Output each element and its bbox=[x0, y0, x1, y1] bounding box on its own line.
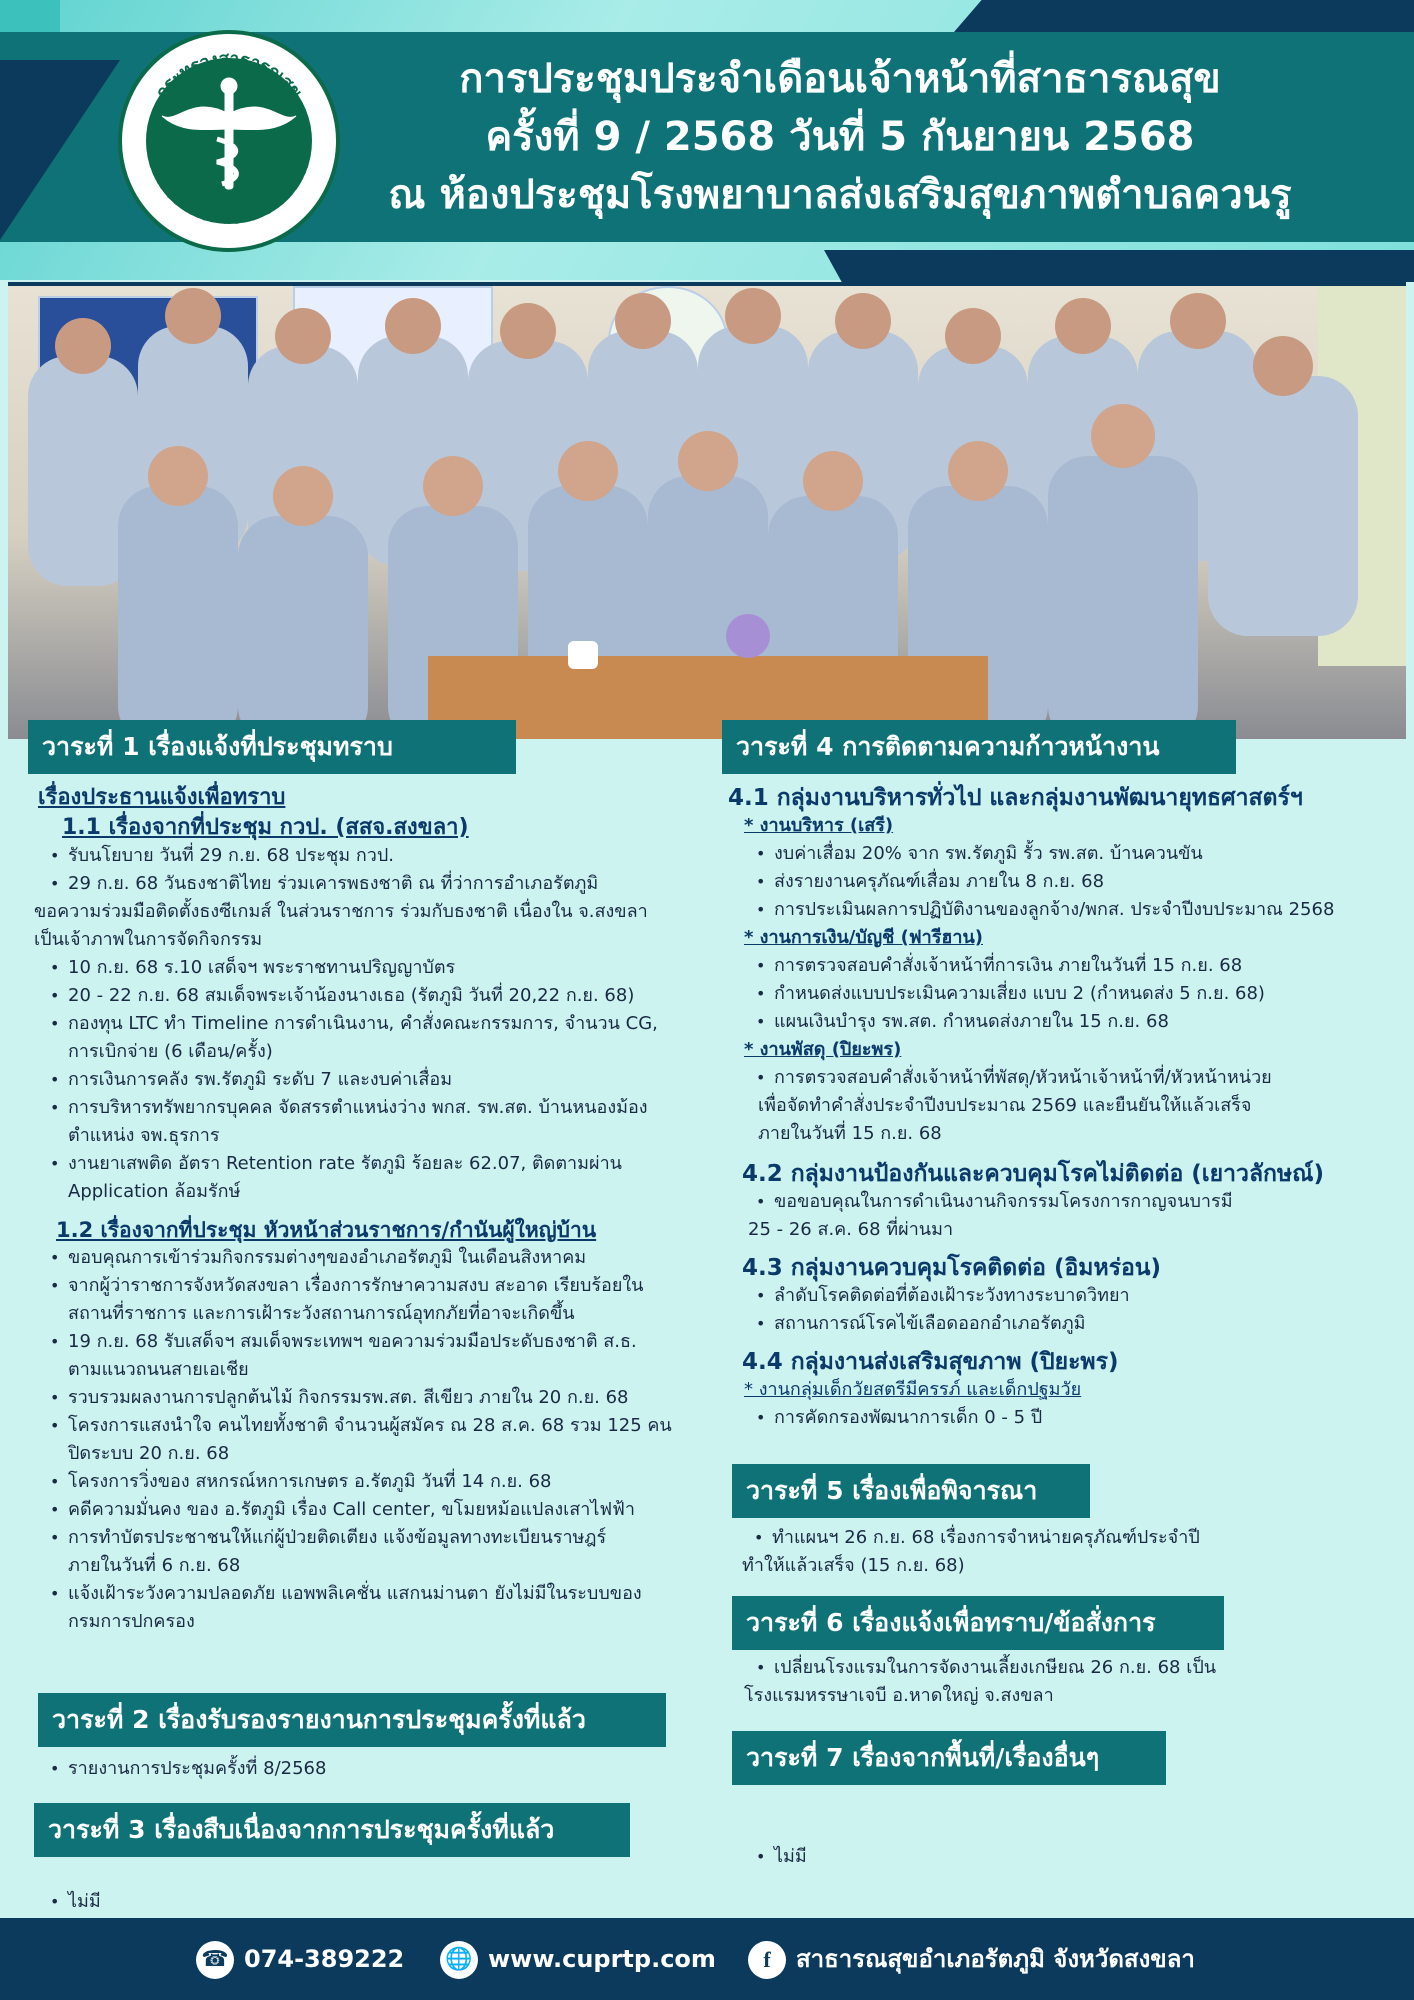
list-item: • ขอขอบคุณในการดำเนินงานกิจกรรมโครงการกาญจนบารมี bbox=[744, 1188, 1408, 1216]
list-item-cont: โรงแรมหรรษาเจบี อ.หาดใหญ่ จ.สงขลา bbox=[744, 1685, 1054, 1706]
agenda3-item: • ไม่มี bbox=[38, 1888, 438, 1916]
ministry-logo bbox=[118, 30, 340, 252]
list-item: • งบค่าเสื่อม 20% จาก รพ.รัตภูมิ รั้ว รพ.สต. บ้านควนขัน bbox=[744, 840, 1408, 868]
group-4-1-title: 4.1 กลุ่มงานบริหารทั่วไป และกลุ่มงานพัฒนายุทธศาสตร์ฯ bbox=[728, 785, 1303, 811]
agenda7-item: • ไม่มี bbox=[744, 1843, 1144, 1871]
people-illustration bbox=[8, 286, 1406, 739]
list-item: • 10 ก.ย. 68 ร.10 เสด็จฯ พระราชทานปริญญาบัตร bbox=[38, 954, 698, 982]
agenda4-body bbox=[728, 784, 1408, 1432]
agenda5-body bbox=[742, 1524, 1392, 1580]
section-1-1-title: 1.1 เรื่องจากที่ประชุม กวป. (สสจ.สงขลา) bbox=[62, 815, 469, 840]
list-item: • การเงินการคลัง รพ.รัตภูมิ ระดับ 7 และงบค่าเสื่อม bbox=[38, 1066, 698, 1094]
list-item: • โครงการวิ่งของ สหกรณ์หการเกษตร อ.รัตภูมิ วันที่ 14 ก.ย. 68 bbox=[38, 1468, 698, 1496]
facebook-page: สาธารณสุขอำเภอรัตภูมิ จังหวัดสงขลา bbox=[796, 1945, 1195, 1973]
list-item: • รวบรวมผลงานการปลูกต้นไม้ กิจกรรมรพ.สต. สีเขียว ภายใน 20 ก.ย. 68 bbox=[38, 1384, 698, 1412]
list-item: • การตรวจสอบคำสั่งเจ้าหน้าที่พัสดุ/หัวหน้าเจ้าหน้าที่/หัวหน้าหน่วย bbox=[744, 1064, 1408, 1092]
list-item: • กำหนดส่งแบบประเมินความเสี่ยง แบบ 2 (กำหนดส่ง 5 ก.ย. 68) bbox=[744, 980, 1408, 1008]
group-4-2-title: 4.2 กลุ่มงานป้องกันและควบคุมโรคไม่ติดต่อ (เยาวลักษณ์) bbox=[742, 1161, 1324, 1187]
list-item-cont: เป็นเจ้าภาพในการจัดกิจกรรม bbox=[34, 929, 263, 950]
page-title bbox=[340, 50, 1340, 224]
list-item: • งานยาเสพติด อัตรา Retention rate รัตภูมิ ร้อยละ 62.07, ติดตามผ่าน bbox=[38, 1150, 698, 1178]
header-accent-shape bbox=[824, 250, 1414, 282]
list-item: • 29 ก.ย. 68 วันธงชาติไทย ร่วมเคารพธงชาติ ณ ที่ว่าการอำเภอรัตภูมิ bbox=[38, 870, 698, 898]
list-item-cont: ขอความร่วมมือติดตั้งธงซีเกมส์ ในส่วนราชการ ร่วมกับธงชาติ เนื่องใน จ.สงขลา bbox=[34, 901, 648, 922]
list-item: • สถานการณ์โรคไข้เลือดออกอำเภอรัตภูมิ bbox=[744, 1310, 1408, 1338]
footer-phone[interactable] bbox=[196, 1940, 404, 1978]
child-group-title: * งานกลุ่มเด็กวัยสตรีมีครรภ์ และเด็กปฐมวัย bbox=[744, 1379, 1082, 1400]
list-item: • จากผู้ว่าราชการจังหวัดสงขลา เรื่องการรักษาความสงบ สะอาด เรียบร้อยใน bbox=[38, 1272, 698, 1300]
list-item: • การคัดกรองพัฒนาการเด็ก 0 - 5 ปี bbox=[744, 1404, 1408, 1432]
list-item-cont: Application ล้อมรักษ์ bbox=[68, 1181, 241, 1202]
supply-work-title: * งานพัสดุ (ปิยะพร) bbox=[744, 1039, 902, 1060]
title-line-2: ครั้งที่ 9 / 2568 วันที่ 5 กันยายน 2568 bbox=[485, 114, 1195, 160]
globe-icon: 🌐 bbox=[440, 1941, 478, 1979]
agenda3-heading: วาระที่ 3 เรื่องสืบเนื่องจากการประชุมครั้งที่แล้ว bbox=[34, 1803, 630, 1857]
agenda5-heading: วาระที่ 5 เรื่องเพื่อพิจารณา bbox=[732, 1464, 1090, 1518]
agenda6-body bbox=[744, 1654, 1394, 1710]
agenda1-heading: วาระที่ 1 เรื่องแจ้งที่ประชุมทราบ bbox=[28, 720, 516, 774]
caduceus-icon bbox=[122, 34, 336, 248]
agenda6-heading: วาระที่ 6 เรื่องแจ้งเพื่อทราบ/ข้อสั่งการ bbox=[732, 1596, 1224, 1650]
section-1-2-title: 1.2 เรื่องจากที่ประชุม หัวหน้าส่วนราชการ/กำนันผู้ใหญ่บ้าน bbox=[56, 1218, 597, 1242]
list-item-cont: เพื่อจัดทำคำสั่งประจำปีงบประมาณ 2569 และยืนยันให้แล้วเสร็จ bbox=[758, 1095, 1252, 1116]
list-item: • ลำดับโรคติดต่อที่ต้องเฝ้าระวังทางระบาดวิทยา bbox=[744, 1282, 1408, 1310]
list-item-cont: ทำให้แล้วเสร็จ (15 ก.ย. 68) bbox=[742, 1555, 965, 1576]
list-item-cont: ตามแนวถนนสายเอเชีย bbox=[68, 1359, 249, 1380]
list-item-cont: 25 - 26 ส.ค. 68 ที่ผ่านมา bbox=[748, 1219, 954, 1240]
list-item-cont: ปิดระบบ 20 ก.ย. 68 bbox=[68, 1443, 230, 1464]
phone-number: 074-389222 bbox=[244, 1945, 405, 1973]
list-item-cont: ภายในวันที่ 6 ก.ย. 68 bbox=[68, 1555, 241, 1576]
list-item: • การตรวจสอบคำสั่งเจ้าหน้าที่การเงิน ภายในวันที่ 15 ก.ย. 68 bbox=[744, 952, 1408, 980]
agenda4-heading: วาระที่ 4 การติดตามความก้าวหน้างาน bbox=[722, 720, 1236, 774]
list-item-cont: ภายในวันที่ 15 ก.ย. 68 bbox=[758, 1123, 942, 1144]
website-link: www.cuprtp.com bbox=[488, 1945, 716, 1973]
group-4-3-title: 4.3 กลุ่มงานควบคุมโรคติดต่อ (อิมหร่อน) bbox=[742, 1255, 1162, 1281]
list-item: • รับนโยบาย วันที่ 29 ก.ย. 68 ประชุม กวป. bbox=[38, 842, 698, 870]
title-line-3: ณ ห้องประชุมโรงพยาบาลส่งเสริมสุขภาพตำบลควนรู bbox=[388, 172, 1292, 218]
logo-text-top: กระทรวงสาธารณสุข bbox=[152, 48, 306, 103]
list-item: • คดีความมั่นคง ของ อ.รัตภูมิ เรื่อง Call center, ขโมยหม้อแปลงเสาไฟฟ้า bbox=[38, 1496, 698, 1524]
list-item: • ทำแผนฯ 26 ก.ย. 68 เรื่องการจำหน่ายครุภัณฑ์ประจำปี bbox=[742, 1524, 1392, 1552]
list-item: • ขอบคุณการเข้าร่วมกิจกรรมต่างๆของอำเภอรัตภูมิ ในเดือนสิงหาคม bbox=[38, 1244, 698, 1272]
phone-icon: ☎ bbox=[196, 1941, 234, 1979]
title-line-1: การประชุมประจำเดือนเจ้าหน้าที่สาธารณสุข bbox=[459, 56, 1221, 102]
list-item: • 19 ก.ย. 68 รับเสด็จฯ สมเด็จพระเทพฯ ขอความร่วมมือประดับธงชาติ ส.ธ. bbox=[38, 1328, 698, 1356]
list-item: • แผนเงินบำรุง รพ.สต. กำหนดส่งภายใน 15 ก.ย. 68 bbox=[744, 1008, 1408, 1036]
list-item: • การบริหารทรัพยากรบุคคล จัดสรรตำแหน่งว่าง พกส. รพ.สต. บ้านหนองม้อง bbox=[38, 1094, 698, 1122]
logo-text-bottom: MINISTRY OF PUBLIC HEALTH bbox=[145, 160, 313, 229]
list-item: • ส่งรายงานครุภัณฑ์เสื่อม ภายใน 8 ก.ย. 68 bbox=[744, 868, 1408, 896]
facebook-icon: f bbox=[748, 1941, 786, 1979]
group-4-4-title: 4.4 กลุ่มงานส่งเสริมสุขภาพ (ปิยะพร) bbox=[742, 1349, 1119, 1375]
list-item-cont: ตำแหน่ง จพ.ธุรการ bbox=[68, 1125, 220, 1146]
list-item-cont: กรมการปกครอง bbox=[68, 1611, 195, 1632]
list-item-cont: สถานที่ราชการ และการเฝ้าระวังสถานการณ์อุทกภัยที่อาจะเกิดขึ้น bbox=[68, 1303, 575, 1324]
header-accent-shape bbox=[954, 0, 1414, 32]
agenda1-body bbox=[34, 784, 698, 1636]
admin-work-title: * งานบริหาร (เสรี) bbox=[744, 815, 894, 836]
list-item: • กองทุน LTC ทำ Timeline การดำเนินงาน, คำสั่งคณะกรรมการ, จำนวน CG, bbox=[38, 1010, 698, 1038]
list-item: • การทำบัตรประชาชนให้แก่ผู้ป่วยติดเตียง แจ้งข้อมูลทางทะเบียนราษฎร์ bbox=[38, 1524, 698, 1552]
list-item: • เปลี่ยนโรงแรมในการจัดงานเลี้ยงเกษียณ 26 ก.ย. 68 เป็น bbox=[744, 1654, 1394, 1682]
footer-facebook[interactable] bbox=[748, 1940, 1195, 1978]
footer bbox=[0, 1918, 1414, 2000]
list-item-cont: การเบิกจ่าย (6 เดือน/ครั้ง) bbox=[68, 1041, 273, 1062]
agenda2-heading: วาระที่ 2 เรื่องรับรองรายงานการประชุมครั้งที่แล้ว bbox=[38, 1693, 666, 1747]
list-item: • แจ้งเฝ้าระวังความปลอดภัย แอพพลิเคชั่น แสกนม่านตา ยังไม่มีในระบบของ bbox=[38, 1580, 698, 1608]
finance-work-title: * งานการเงิน/บัญชี (ฟารีฮาน) bbox=[744, 927, 983, 948]
agenda7-heading: วาระที่ 7 เรื่องจากพื้นที่/เรื่องอื่นๆ bbox=[732, 1731, 1166, 1785]
list-item: • 20 - 22 ก.ย. 68 สมเด็จพระเจ้าน้องนางเธอ (รัตภูมิ วันที่ 20,22 ก.ย. 68) bbox=[38, 982, 698, 1010]
chair-announcement-heading: เรื่องประธานแจ้งเพื่อทราบ bbox=[38, 785, 286, 810]
footer-website[interactable] bbox=[440, 1940, 716, 1978]
agenda2-item: • รายงานการประชุมครั้งที่ 8/2568 bbox=[38, 1755, 658, 1783]
list-item: • โครงการแสงนำใจ คนไทยทั้งชาติ จำนวนผู้สมัคร ณ 28 ส.ค. 68 รวม 125 คน bbox=[38, 1412, 698, 1440]
group-photo bbox=[8, 282, 1406, 739]
list-item: • การประเมินผลการปฏิบัติงานของลูกจ้าง/พกส. ประจำปีงบประมาณ 2568 bbox=[744, 896, 1408, 924]
